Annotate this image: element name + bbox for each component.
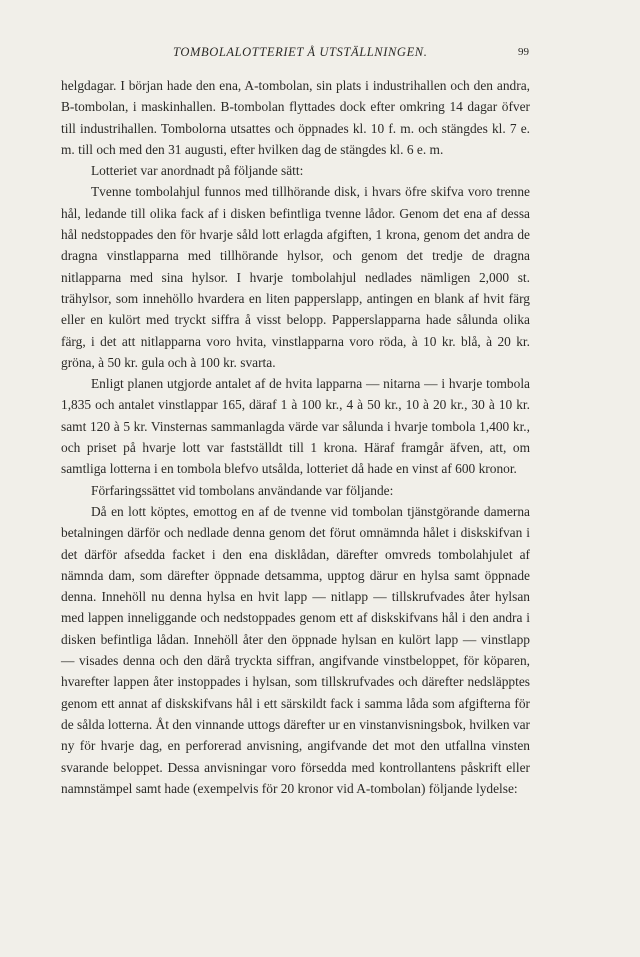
running-header — [113, 41, 529, 63]
page-number: 99 — [518, 46, 529, 58]
paragraph: Förfaringssättet vid tombolans användande var följande: — [91, 482, 394, 498]
paragraph: Då en lott köptes, emottog en af de tvenne vid tombolan tjänstgörande damerna betalningen därför och nedlade denna genom det förut omnämnda hålet i diskskifvan i det därför afsedda facket i den ena disklådan, därefter omvreds tombolahjulet af nämnda dam, som därefter öppnade detsamma, upptog därur en hylsa samt öppnade denna. Innehöll nu denna hylsa en hvit lapp — nitlapp — tillskrufvades åter hylsan med lappen inneliggande och nedstoppades genom ett af diskskifvans hål i den andra i disken befintliga lådan. Innehöll åter den öppnade hylsan en kulört lapp — vinstlapp — visades denna och den därå tryckta siffran, angifvande vinstbeloppet, för köparen, hvarefter lappen åter instoppades i hylsan, som tillskrufvades och därefter nedsläpptes genom ett annat af diskskifvans hål i ett särskildt fack i samma låda som afgifterna för de sålda lotterna. Åt den vinnande uttogs därefter ur en vinstanvisningsbok, hvilken var ny för hvarje dag, en perforerad anvisning, angifvande det mot den utfallna vinsten svarande beloppet. Dessa anvisningar voro försedda med kontrollantens påskrift eller namnstämpel samt hade (exempelvis för 20 kronor vid A-tombolan) följande lydelse: — [61, 503, 530, 796]
paragraph: helgdagar. I början hade den ena, A-tombolan, sin plats i industrihallen och den andra, B-tombolan, i maskinhallen. B-tombolan flyttades dock efter omkring 14 dagar öfver till industrihallen. Tombolorna utsattes och öppnades kl. 10 f. m. och stängdes kl. 7 e. m. till och med den 31 augusti, efter hvilken dag de stängdes kl. 6 e. m. — [61, 78, 530, 157]
body-text — [61, 75, 530, 799]
paragraph: Tvenne tombolahjul funnos med tillhörande disk, i hvars öfre skifva voro trenne hål, ledande till olika fack af i disken befintliga tvenne lådor. Genom det ena af dessa hål nedstoppades den för hvarje såld lott erlagda afgiften, 1 krona, genom det andra de dragna vinstlapparna med tillhörande hylsor, och genom det tredje de dragna nitlapparna med sina hylsor. I hvarje tombolahjul nedlades nämligen 2,000 st. trähylsor, som innehöllo hvardera en liten papperslapp, antingen en blank af hvit färg eller en kulört med tryckt siffra å visst belopp. Papperslapparna hade sålunda olika färg, i det att nitlapparna voro hvita, vinstlapparna voro röda, à 10 kr. blå, à 20 kr. gröna, à 50 kr. gula och à 100 kr. svarta. — [61, 184, 530, 370]
running-title: TOMBOLALOTTERIET Å UTSTÄLLNINGEN. — [173, 45, 428, 59]
paragraph: Enligt planen utgjorde antalet af de hvita lapparna — nitarna — i hvarje tombola 1,835 och antalet vinstlappar 165, däraf 1 à 100 kr., 4 à 50 kr., 10 à 20 kr., 30 à 10 kr. samt 120 à 5 kr. Vinsternas sammanlagda värde var sålunda i hvarje tombola 1,400 kr., och priset på hvarje lott var fastställdt till 1 krona. Häraf framgår äfven, att, om samtliga lotterna i en tombola blefvo utsålda, lotteriet då hade en vinst af 600 kronor. — [61, 376, 530, 477]
paragraph: Lotteriet var anordnadt på följande sätt: — [91, 163, 304, 179]
